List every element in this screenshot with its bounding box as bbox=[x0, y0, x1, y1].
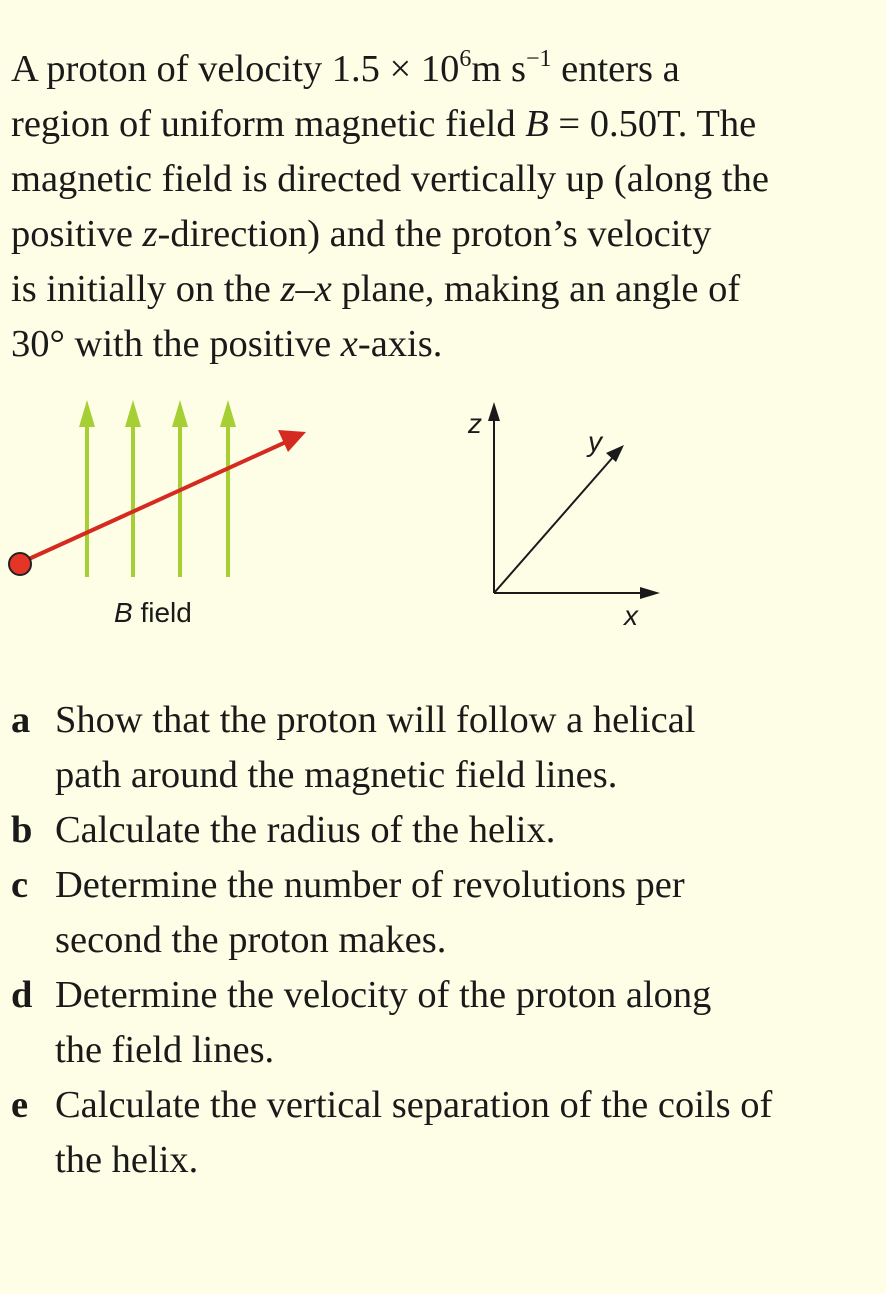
question-line: path around the magnetic field lines. bbox=[55, 754, 618, 796]
question-letter: c bbox=[11, 864, 29, 906]
axis-label-y: y bbox=[588, 426, 602, 457]
problem-statement bbox=[11, 42, 871, 372]
question-list bbox=[0, 693, 886, 1188]
question-line: Calculate the radius of the helix. bbox=[55, 809, 556, 851]
unit-text: m s bbox=[471, 48, 526, 90]
question-line: Determine the number of revolutions per bbox=[55, 864, 685, 906]
problem-line-4 bbox=[11, 207, 871, 262]
problem-line-6 bbox=[11, 317, 871, 372]
question-letter: e bbox=[11, 1084, 29, 1126]
b-field-label bbox=[114, 597, 192, 629]
diagram bbox=[0, 390, 886, 640]
question-c bbox=[0, 858, 886, 968]
problem-line-5 bbox=[11, 262, 871, 317]
problem-text-segment: enters a bbox=[551, 48, 680, 90]
question-line: Determine the velocity of the proton along bbox=[55, 974, 712, 1016]
problem-line-3: magnetic field is directed vertically up (along the bbox=[11, 158, 769, 200]
problem-text-segment: region of uniform magnetic field bbox=[11, 103, 526, 145]
problem-text-segment: = 0.50T. The bbox=[548, 103, 757, 145]
question-letter: a bbox=[11, 699, 31, 741]
field-text: field bbox=[132, 597, 192, 628]
variable-x: x bbox=[340, 323, 358, 365]
velocity-arrow bbox=[20, 430, 306, 563]
problem-text-segment: is initially on the bbox=[11, 268, 281, 310]
problem-line-1 bbox=[11, 42, 871, 97]
question-line: the helix. bbox=[55, 1139, 199, 1181]
problem-line-2 bbox=[11, 97, 871, 152]
field-line-2 bbox=[125, 400, 141, 577]
field-line-1 bbox=[79, 400, 95, 577]
question-line: Calculate the vertical separation of the coils of bbox=[55, 1084, 773, 1126]
problem-text-segment: -direction) and the proton’s velocity bbox=[157, 213, 712, 255]
question-a bbox=[0, 693, 886, 803]
question-line: Show that the proton will follow a helical bbox=[55, 699, 696, 741]
axis-label-z: z bbox=[468, 408, 482, 439]
variable-b: B bbox=[525, 103, 549, 145]
field-variable: B bbox=[114, 597, 133, 628]
question-b bbox=[0, 803, 886, 858]
question-line: the field lines. bbox=[55, 1029, 275, 1071]
question-line: second the proton makes. bbox=[55, 919, 447, 961]
problem-text-segment: -axis. bbox=[357, 323, 443, 365]
question-letter: d bbox=[11, 974, 33, 1016]
coordinate-axes bbox=[488, 402, 660, 599]
axis-label-x: x bbox=[624, 600, 638, 631]
variable-zx: z–x bbox=[280, 268, 332, 310]
question-d bbox=[0, 968, 886, 1078]
proton bbox=[9, 553, 31, 575]
exponent: 6 bbox=[459, 46, 472, 72]
field-line-4 bbox=[220, 400, 236, 577]
problem-text-segment: 30° with the positive bbox=[11, 323, 341, 365]
variable-z: z bbox=[142, 213, 158, 255]
question-e bbox=[0, 1078, 886, 1188]
problem-text-segment: positive bbox=[11, 213, 143, 255]
problem-text-segment: plane, making an angle of bbox=[331, 268, 741, 310]
exponent: −1 bbox=[525, 46, 552, 72]
question-letter: b bbox=[11, 809, 33, 851]
magnetic-field-lines bbox=[79, 400, 236, 577]
problem-text-segment: A proton of velocity 1.5 × 10 bbox=[11, 48, 460, 90]
